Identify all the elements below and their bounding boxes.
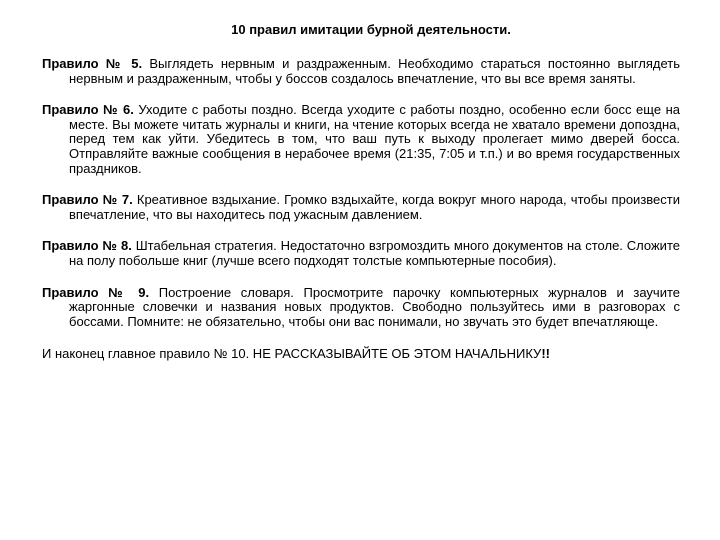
rule-9-text: Построение словаря. Просмотрите парочку компьютерных журналов и заучите жаргонные словечки и названия новых продуктов. Свободно пользуйтесь ими в разговорах с боссами. Помните: не обязательно, чтобы они вас понимали, но звучать это будет впечатляюще. bbox=[69, 284, 680, 329]
rule-7 bbox=[42, 193, 680, 222]
final-rule bbox=[42, 346, 680, 361]
final-rule-exclamation: !! bbox=[541, 346, 550, 362]
rule-9-lead: Правило № 9. bbox=[42, 284, 150, 300]
rule-5 bbox=[42, 57, 680, 86]
document-title: 10 правил имитации бурной деятельности. bbox=[231, 22, 511, 37]
rule-8-text: Штабельная стратегия. Недостаточно взгромоздить много документов на столе. Сложите на полу побольше книг (лучше всего подходят толстые компьютерные пособия). bbox=[69, 238, 680, 268]
rule-5-lead: Правило № 5. bbox=[42, 56, 143, 71]
rule-6-text: Уходите с работы поздно. Всегда уходите с работы поздно, особенно если босс еще на месте. Вы можете читать журналы и книги, на чтение которых всегда не хватало времени допоздна, перед тем как уйти. Убедитесь в том, что ваш путь к выходу пролегает мимо дверей босса. Отправляйте важные сообщения в нерабочее время (21:35, 7:05 и т.п.) и во время государственных праздников. bbox=[69, 102, 680, 176]
rule-6 bbox=[42, 103, 680, 176]
rule-7-text: Креативное вздыхание. Громко вздыхайте, когда вокруг много народа, чтобы произвести впечатление, что вы находитесь под ужасным давлением. bbox=[69, 192, 680, 222]
final-rule-text: И наконец главное правило № 10. НЕ РАССКАЗЫВАЙТЕ ОБ ЭТОМ НАЧАЛЬНИКУ bbox=[42, 346, 542, 362]
rule-6-lead: Правило № 6. bbox=[42, 102, 134, 118]
rule-5-text: Выглядеть нервным и раздраженным. Необходимо стараться постоянно выглядеть нервным и раздраженным, чтобы у боссов создалось впечатление, что вы все время заняты. bbox=[69, 56, 680, 86]
rule-8 bbox=[42, 239, 680, 268]
rule-9 bbox=[42, 286, 680, 330]
rule-7-lead: Правило № 7. bbox=[42, 192, 133, 208]
rule-8-lead: Правило № 8. bbox=[42, 238, 132, 254]
